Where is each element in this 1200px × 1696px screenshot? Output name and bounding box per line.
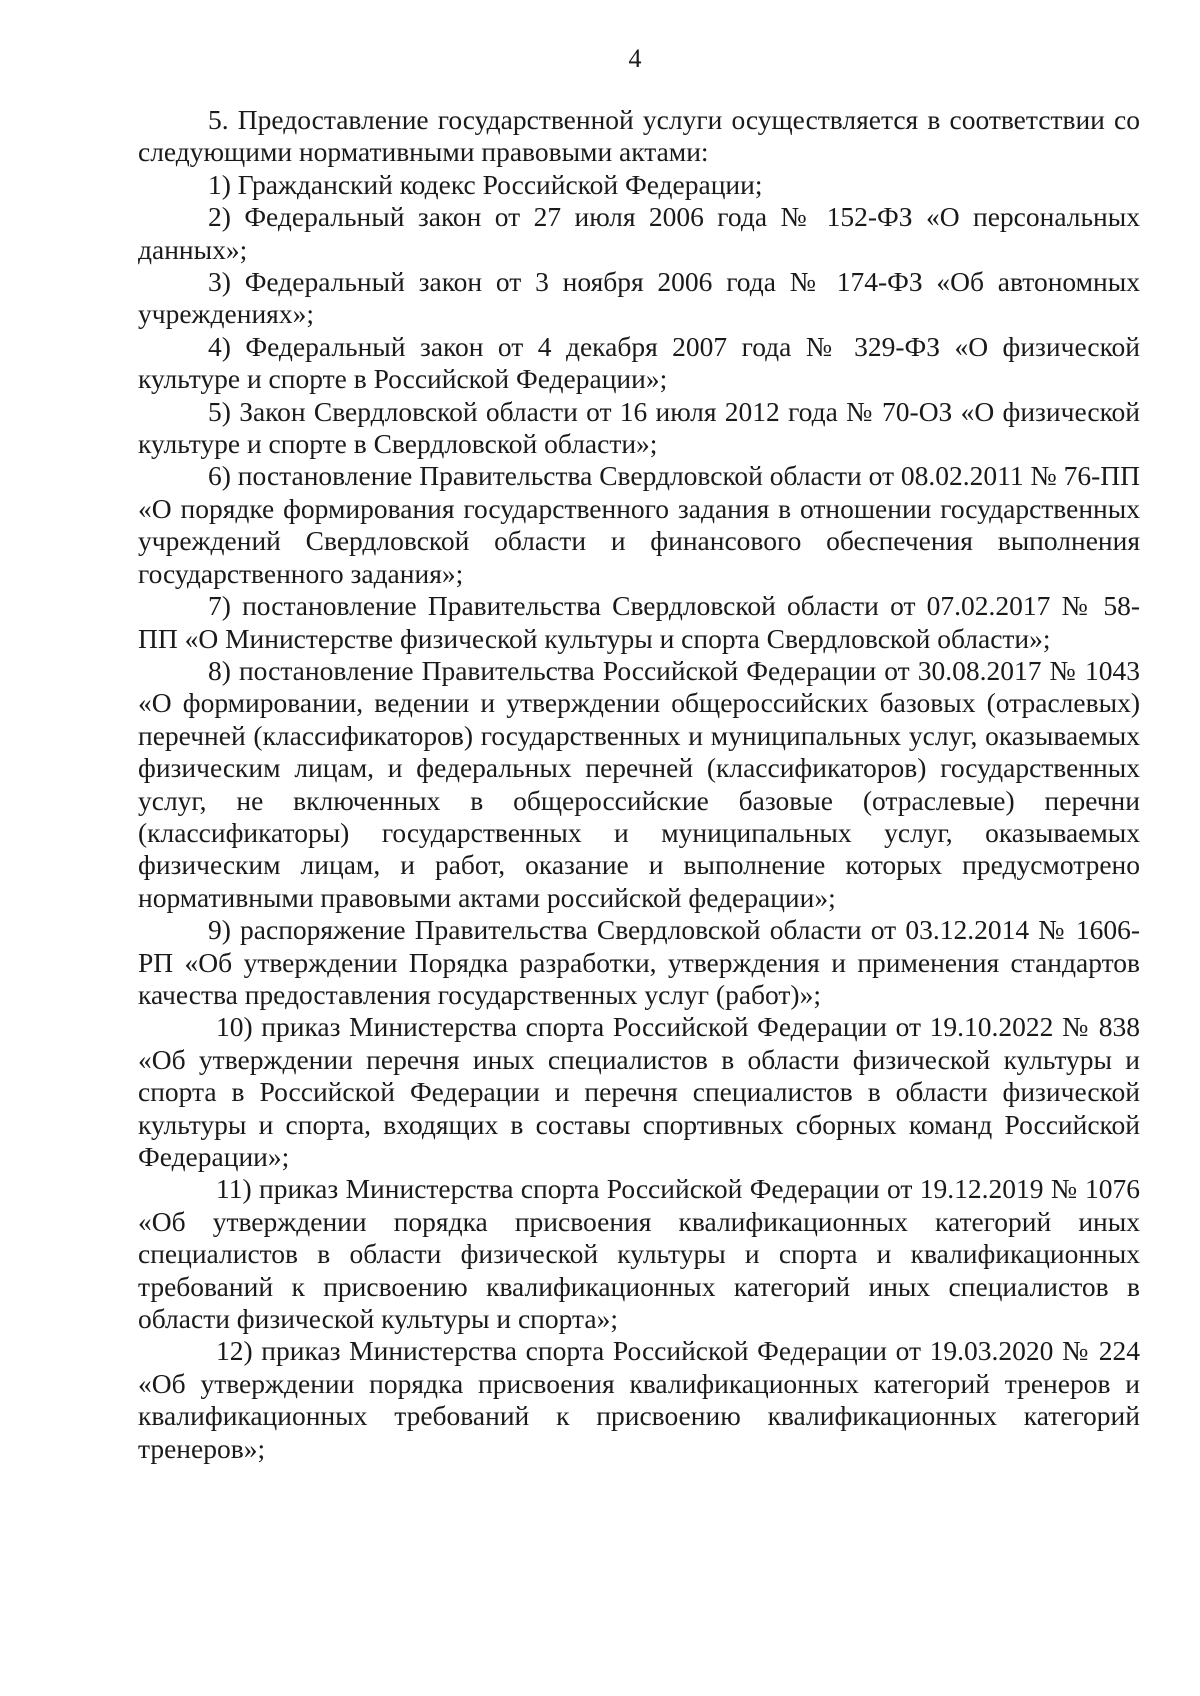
- list-item-12: 12) приказ Министерства спорта Российской Федерации от 19.03.2020 № 224 «Об утверждении порядка присвоения квалификационных категорий тренеров и квалификационных требований к присвоению квалификационных категорий тренеров»;: [138, 1335, 1140, 1464]
- list-item-5: 5) Закон Свердловской области от 16 июля 2012 года № 70-ОЗ «О физической культуре и спорте в Свердловской области»;: [138, 395, 1140, 460]
- list-item-1: 1) Гражданский кодекс Российской Федерации;: [208, 168, 763, 200]
- list-item-6: 6) постановление Правительства Свердловской области от 08.02.2011 № 76-ПП «О порядке формирования государственного задания в отношении государственных учреждений Свердловской области и финансового обеспечения выполнения государственного задания»;: [138, 460, 1140, 589]
- list-item-11: 11) приказ Министерства спорта Российской Федерации от 19.12.2019 № 1076 «Об утверждении порядка присвоения квалификационных категорий иных специалистов в области физической культуры и спорта и квалификационных требований к присвоению квалификационных категорий иных специалистов в области физической культуры и спорта»;: [138, 1173, 1140, 1335]
- document-body: [138, 104, 1140, 1465]
- list-item-3: 3) Федеральный закон от 3 ноября 2006 года № 174-ФЗ «Об автономных учреждениях»;: [138, 266, 1140, 330]
- list-item-4: 4) Федеральный закон от 4 декабря 2007 года № 329-ФЗ «О физической культуре и спорте в Российской Федерации»;: [138, 330, 1140, 395]
- paragraph-5-intro: 5. Предоставление государственной услуги осуществляется в соответствии со следующими нормативными правовыми актами:: [138, 104, 1140, 168]
- list-item-2: 2) Федеральный закон от 27 июля 2006 года № 152-ФЗ «О персональных данных»;: [138, 201, 1140, 265]
- list-item-10: 10) приказ Министерства спорта Российской Федерации от 19.10.2022 № 838 «Об утверждении перечня иных специалистов в области физической культуры и спорта в Российской Федерации и перечня специалистов в области физической культуры и спорта, входящих в составы спортивных сборных команд Российской Федерации»;: [138, 1011, 1140, 1172]
- list-item-8: 8) постановление Правительства Российской Федерации от 30.08.2017 № 1043 «О формировании, ведении и утверждении общероссийских базовых (отраслевых) перечней (классификаторов) государственных и муниципальных услуг, оказываемых физическим лицам, и федеральных перечней (классификаторов) государственных услуг, не включенных в общероссийские базовые (отраслевые) перечни (классификаторы) государственных и муниципальных услуг, оказываемых физическим лицам, и работ, оказание и выполнение которых предусмотрено нормативными правовыми актами российской федерации»;: [138, 654, 1140, 913]
- page-number: 4: [628, 44, 642, 73]
- list-item-7: 7) постановление Правительства Свердловской области от 07.02.2017 № 58-ПП «О Министерстве физической культуры и спорта Свердловской области»;: [138, 590, 1140, 654]
- list-item-9: 9) распоряжение Правительства Свердловской области от 03.12.2014 № 1606-РП «Об утверждении Порядка разработки, утверждения и применения стандартов качества предоставления государственных услуг (работ)»;: [138, 914, 1140, 1010]
